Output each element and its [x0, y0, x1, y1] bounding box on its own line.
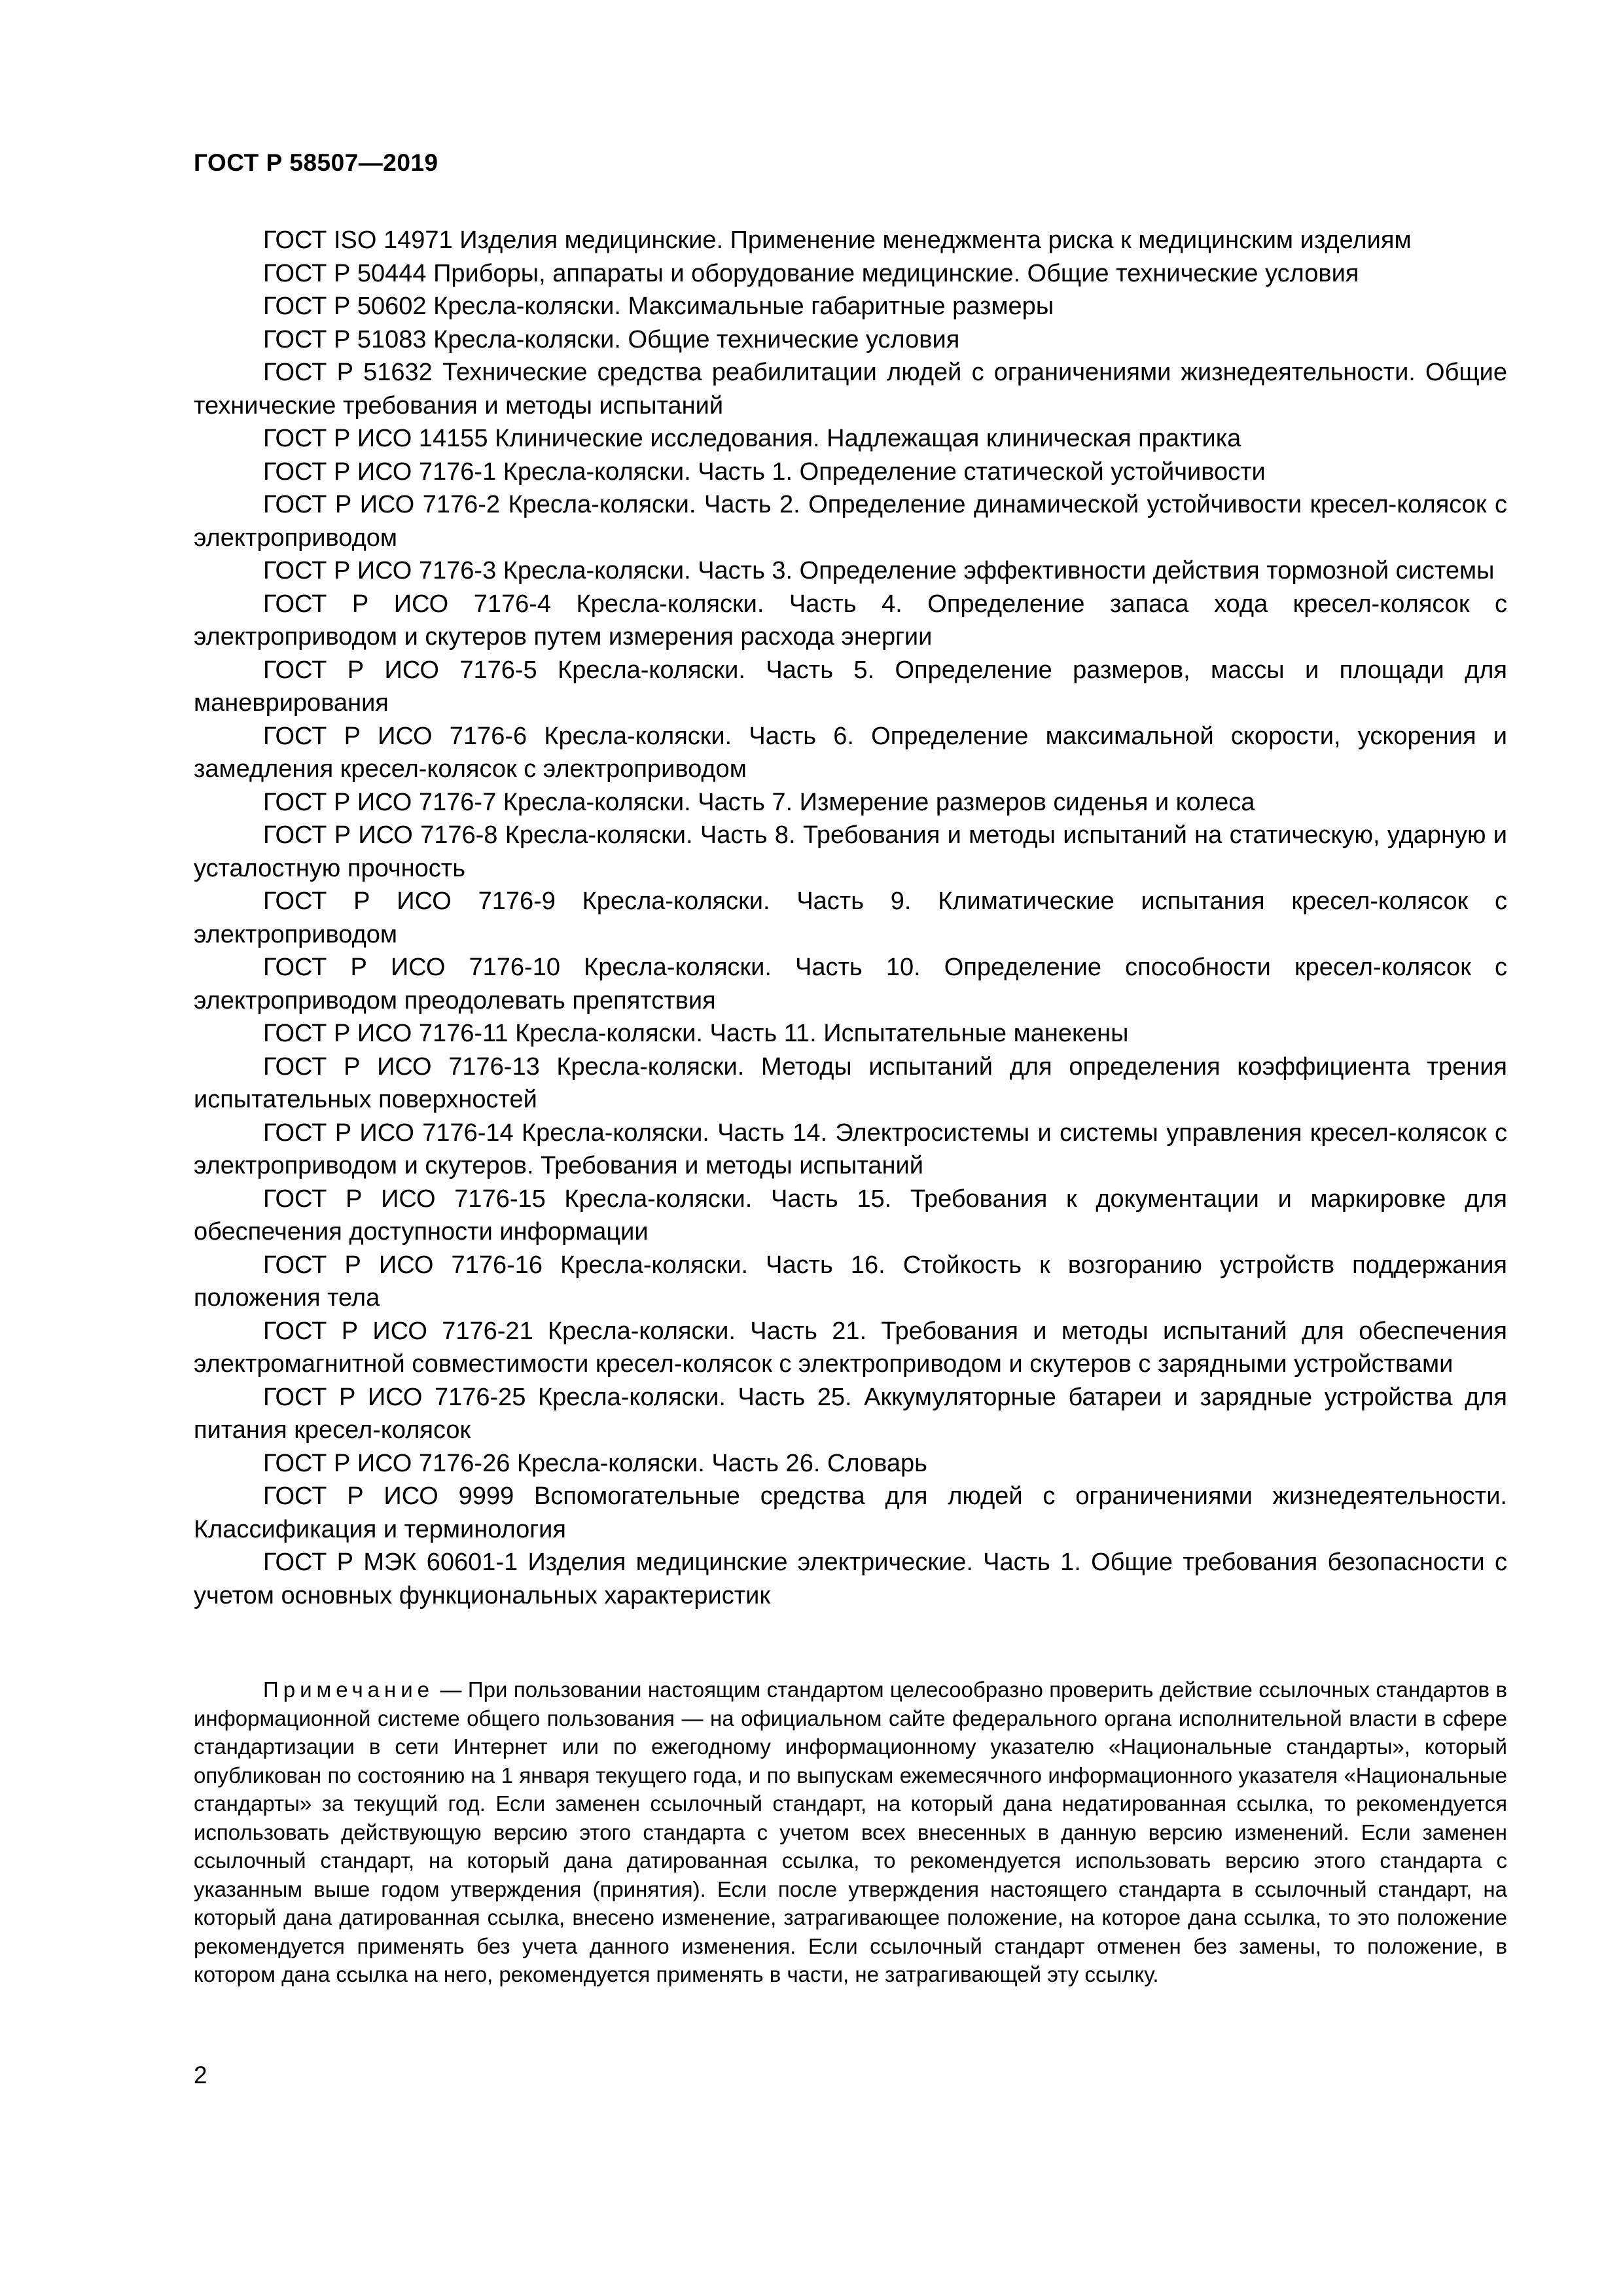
reference-item: ГОСТ Р ИСО 7176-16 Кресла-коляски. Часть 16. Стойкость к возгоранию устройств поддержания положения тела [194, 1251, 1507, 1312]
reference-item: ГОСТ Р ИСО 7176-7 Кресла-коляски. Часть 7. Измерение размеров сиденья и колеса [263, 788, 1255, 816]
reference-item: ГОСТ Р ИСО 7176-2 Кресла-коляски. Часть 2. Определение динамической устойчивости кресел-колясок с электроприводом [194, 491, 1507, 552]
reference-item: ГОСТ Р 50444 Приборы, аппараты и оборудование медицинские. Общие технические условия [263, 259, 1359, 287]
reference-item: ГОСТ ISO 14971 Изделия медицинские. Применение менеджмента риска к медицинским изделиям [263, 226, 1412, 254]
reference-item: ГОСТ Р ИСО 7176-1 Кресла-коляски. Часть 1. Определение статической устойчивости [263, 457, 1266, 486]
reference-item: ГОСТ Р ИСО 7176-5 Кресла-коляски. Часть 5. Определение размеров, массы и площади для маневрирования [194, 656, 1507, 717]
note-text: — При пользовании настоящим стандартом целесообразно проверить действие ссылочных стандартов в информационной системе общего пользования — на официальном сайте федерального органа исполнительной власти в сфере стандартизации в сети Интернет или по ежегодному информационному указателю «Национальные стандарты», который опубликован по состоянию на 1 января текущего года, и по выпускам ежемесячного информационного указателя «Национальные стандарты» за текущий год. Если заменен ссылочный стандарт, на который дана недатированная ссылка, то рекомендуется использовать действующую версию этого стандарта с учетом всех внесенных в данную версию изменений. Если заменен ссылочный стандарт, на который дана датированная ссылка, то рекомендуется использовать версию этого стандарта с указанным выше годом утверждения (принятия). Если после утверждения настоящего стандарта в ссылочный стандарт, на который дана датированная ссылка, внесено изменение, затрагивающее положение, на которое дана ссылка, то это положение рекомендуется применять без учета данного изменения. Если ссылочный стандарт отменен без замены, то положение, в котором дана ссылка на него, рекомендуется применять в части, не затрагивающей эту ссылку. [194, 1677, 1507, 1986]
reference-item: ГОСТ Р ИСО 7176-13 Кресла-коляски. Методы испытаний для определения коэффициента трения испытательных поверхностей [194, 1052, 1507, 1113]
reference-item: ГОСТ Р ИСО 7176-21 Кресла-коляски. Часть 21. Требования и методы испытаний для обеспечения электромагнитной совместимости кресел-колясок с электроприводом и скутеров с зарядными устройствами [194, 1317, 1507, 1378]
reference-item: ГОСТ Р ИСО 7176-25 Кресла-коляски. Часть 25. Аккумуляторные батареи и зарядные устройства для питания кресел-колясок [194, 1383, 1507, 1444]
page-number: 2 [194, 2062, 207, 2089]
reference-item: ГОСТ Р 51083 Кресла-коляски. Общие технические условия [263, 325, 960, 353]
reference-item: ГОСТ Р ИСО 7176-9 Кресла-коляски. Часть 9. Климатические испытания кресел-колясок с электроприводом [194, 888, 1507, 948]
reference-item: ГОСТ Р МЭК 60601-1 Изделия медицинские электрические. Часть 1. Общие требования безопасности с учетом основных функциональных характеристик [194, 1549, 1507, 1609]
reference-item: ГОСТ Р ИСО 7176-8 Кресла-коляски. Часть 8. Требования и методы испытаний на статическую, ударную и усталостную прочность [194, 821, 1507, 882]
reference-item: ГОСТ Р 51632 Технические средства реабилитации людей с ограничениями жизнедеятельности. Общие технические требования и методы испытаний [194, 359, 1507, 420]
reference-item: ГОСТ Р ИСО 7176-11 Кресла-коляски. Часть 11. Испытательные манекены [263, 1020, 1129, 1047]
note-block [194, 1676, 1507, 1989]
reference-item: ГОСТ Р 50602 Кресла-коляски. Максимальные габаритные размеры [263, 293, 1054, 320]
reference-item: ГОСТ Р ИСО 9999 Вспомогательные средства для людей с ограничениями жизнедеятельности. Классификация и терминология [194, 1482, 1507, 1543]
normative-references-list [194, 224, 1507, 1612]
reference-item: ГОСТ Р ИСО 7176-15 Кресла-коляски. Часть 15. Требования к документации и маркировке для обеспечения доступности информации [194, 1185, 1507, 1246]
standard-code-header: ГОСТ Р 58507—2019 [194, 149, 438, 176]
reference-item: ГОСТ Р ИСО 7176-26 Кресла-коляски. Часть 26. Словарь [263, 1449, 927, 1477]
note-label: Примечание [263, 1677, 435, 1702]
reference-item: ГОСТ Р ИСО 7176-10 Кресла-коляски. Часть 10. Определение способности кресел-колясок с электроприводом преодолевать препятствия [194, 954, 1507, 1014]
note-paragraph [194, 1676, 1507, 1989]
reference-item: ГОСТ Р ИСО 14155 Клинические исследования. Надлежащая клиническая практика [263, 425, 1241, 452]
reference-item: ГОСТ Р ИСО 7176-14 Кресла-коляски. Часть 14. Электросистемы и системы управления кресел-колясок с электроприводом и скутеров. Требования и методы испытаний [194, 1119, 1507, 1179]
reference-item: ГОСТ Р ИСО 7176-4 Кресла-коляски. Часть 4. Определение запаса хода кресел-колясок с электроприводом и скутеров путем измерения расхода энергии [194, 590, 1507, 651]
reference-item: ГОСТ Р ИСО 7176-3 Кресла-коляски. Часть 3. Определение эффективности действия тормозной системы [263, 557, 1495, 584]
reference-item: ГОСТ Р ИСО 7176-6 Кресла-коляски. Часть 6. Определение максимальной скорости, ускорения и замедления кресел-колясок с электроприводом [194, 722, 1507, 783]
